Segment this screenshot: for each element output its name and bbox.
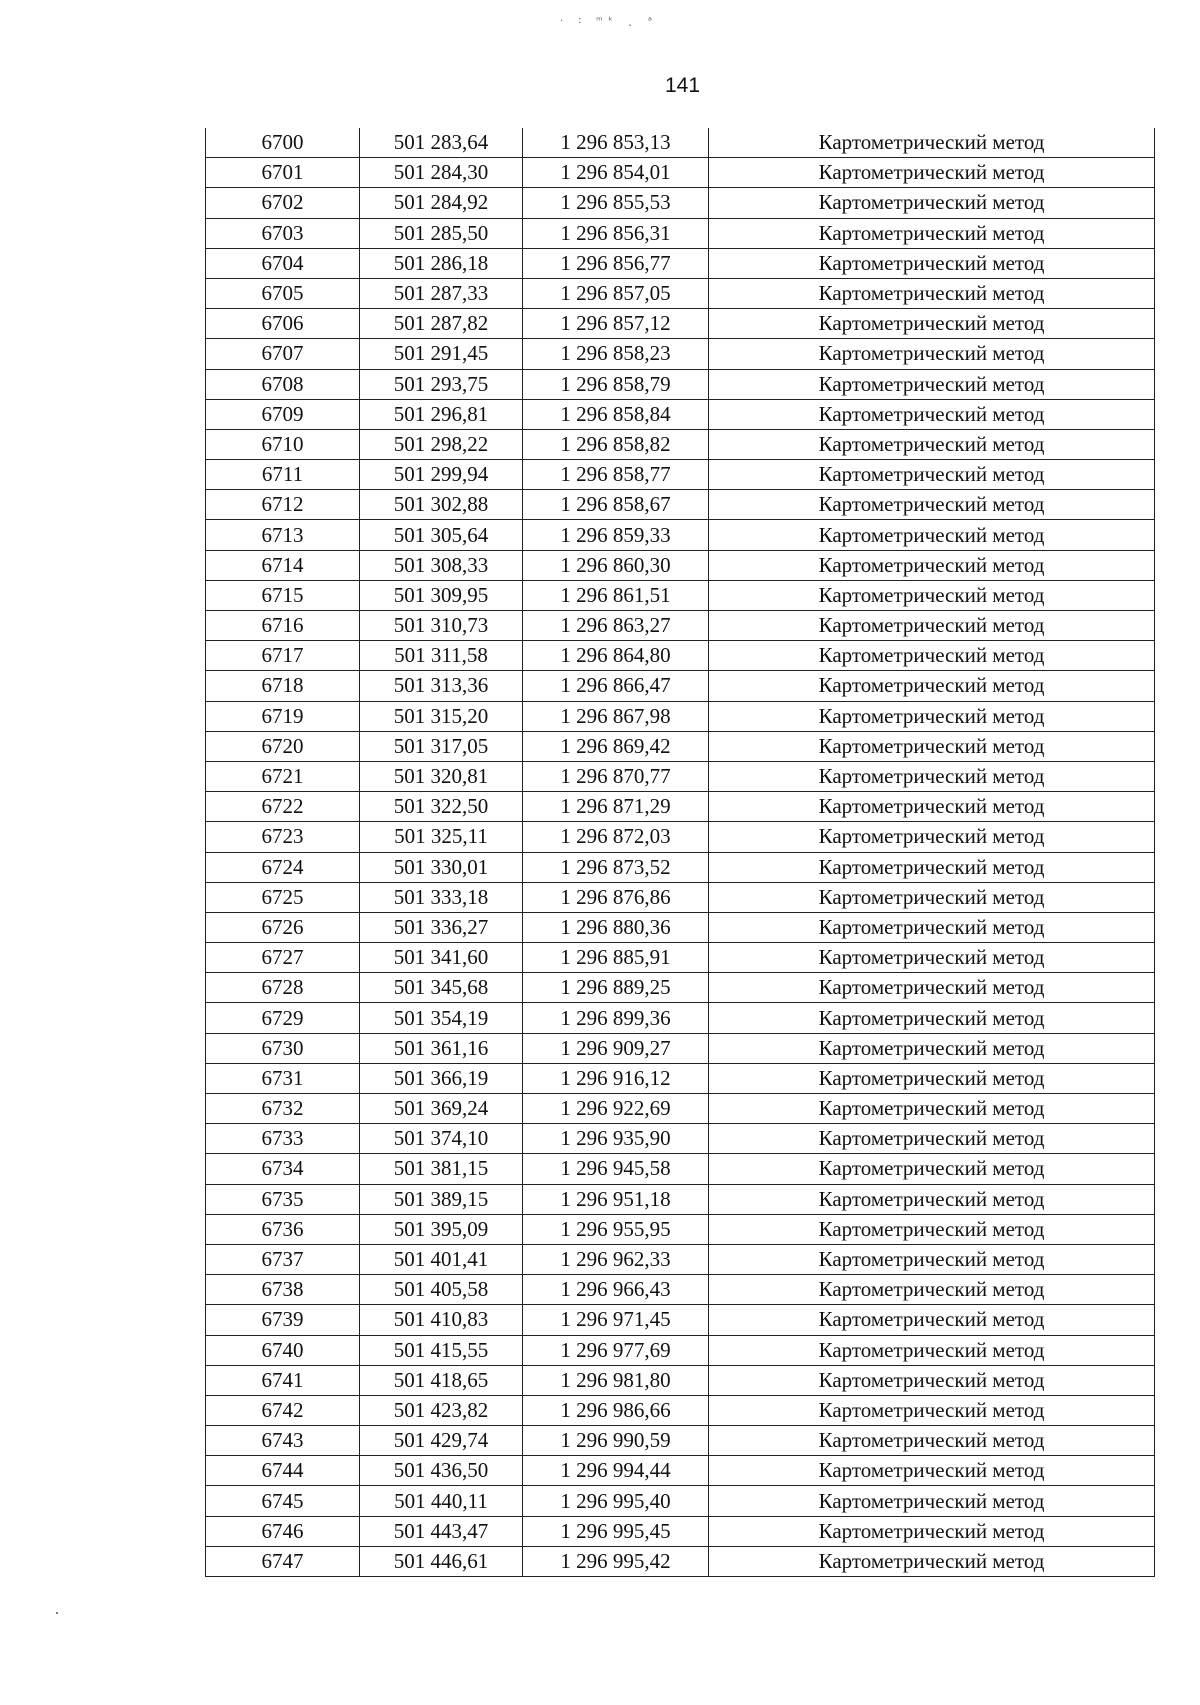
point-number-cell: 6711 bbox=[206, 460, 360, 490]
table-row bbox=[206, 1456, 1155, 1486]
table-row bbox=[206, 792, 1155, 822]
y-coordinate-cell: 1 296 857,12 bbox=[523, 309, 709, 339]
y-coordinate-cell: 1 296 962,33 bbox=[523, 1244, 709, 1274]
y-coordinate-cell: 1 296 858,79 bbox=[523, 369, 709, 399]
table-row bbox=[206, 158, 1155, 188]
table-row bbox=[206, 1063, 1155, 1093]
y-coordinate-cell: 1 296 873,52 bbox=[523, 852, 709, 882]
method-cell: Картометрический метод bbox=[709, 1335, 1155, 1365]
method-cell: Картометрический метод bbox=[709, 1456, 1155, 1486]
point-number-cell: 6733 bbox=[206, 1124, 360, 1154]
x-coordinate-cell: 501 287,82 bbox=[360, 309, 523, 339]
method-cell: Картометрический метод bbox=[709, 1063, 1155, 1093]
x-coordinate-cell: 501 305,64 bbox=[360, 520, 523, 550]
x-coordinate-cell: 501 317,05 bbox=[360, 731, 523, 761]
table-row bbox=[206, 1335, 1155, 1365]
method-cell: Картометрический метод bbox=[709, 1214, 1155, 1244]
table-row bbox=[206, 611, 1155, 641]
x-coordinate-cell: 501 440,11 bbox=[360, 1486, 523, 1516]
method-cell: Картометрический метод bbox=[709, 369, 1155, 399]
x-coordinate-cell: 501 410,83 bbox=[360, 1305, 523, 1335]
method-cell: Картометрический метод bbox=[709, 1305, 1155, 1335]
y-coordinate-cell: 1 296 858,67 bbox=[523, 490, 709, 520]
method-cell: Картометрический метод bbox=[709, 882, 1155, 912]
x-coordinate-cell: 501 336,27 bbox=[360, 912, 523, 942]
point-number-cell: 6744 bbox=[206, 1456, 360, 1486]
method-cell: Картометрический метод bbox=[709, 852, 1155, 882]
x-coordinate-cell: 501 446,61 bbox=[360, 1546, 523, 1576]
method-cell: Картометрический метод bbox=[709, 1003, 1155, 1033]
point-number-cell: 6732 bbox=[206, 1094, 360, 1124]
x-coordinate-cell: 501 415,55 bbox=[360, 1335, 523, 1365]
y-coordinate-cell: 1 296 863,27 bbox=[523, 611, 709, 641]
x-coordinate-cell: 501 330,01 bbox=[360, 852, 523, 882]
table-row bbox=[206, 912, 1155, 942]
page-number: 141 bbox=[665, 74, 701, 97]
table-row bbox=[206, 1244, 1155, 1274]
point-number-cell: 6734 bbox=[206, 1154, 360, 1184]
x-coordinate-cell: 501 310,73 bbox=[360, 611, 523, 641]
x-coordinate-cell: 501 366,19 bbox=[360, 1063, 523, 1093]
y-coordinate-cell: 1 296 971,45 bbox=[523, 1305, 709, 1335]
x-coordinate-cell: 501 325,11 bbox=[360, 822, 523, 852]
point-number-cell: 6713 bbox=[206, 520, 360, 550]
point-number-cell: 6742 bbox=[206, 1395, 360, 1425]
y-coordinate-cell: 1 296 861,51 bbox=[523, 580, 709, 610]
x-coordinate-cell: 501 286,18 bbox=[360, 248, 523, 278]
x-coordinate-cell: 501 293,75 bbox=[360, 369, 523, 399]
point-number-cell: 6703 bbox=[206, 218, 360, 248]
table-row bbox=[206, 1516, 1155, 1546]
point-number-cell: 6710 bbox=[206, 429, 360, 459]
y-coordinate-cell: 1 296 872,03 bbox=[523, 822, 709, 852]
x-coordinate-cell: 501 299,94 bbox=[360, 460, 523, 490]
method-cell: Картометрический метод bbox=[709, 943, 1155, 973]
method-cell: Картометрический метод bbox=[709, 761, 1155, 791]
x-coordinate-cell: 501 345,68 bbox=[360, 973, 523, 1003]
y-coordinate-cell: 1 296 995,45 bbox=[523, 1516, 709, 1546]
point-number-cell: 6705 bbox=[206, 278, 360, 308]
point-number-cell: 6715 bbox=[206, 580, 360, 610]
y-coordinate-cell: 1 296 855,53 bbox=[523, 188, 709, 218]
x-coordinate-cell: 501 283,64 bbox=[360, 128, 523, 158]
method-cell: Картометрический метод bbox=[709, 460, 1155, 490]
x-coordinate-cell: 501 291,45 bbox=[360, 339, 523, 369]
point-number-cell: 6709 bbox=[206, 399, 360, 429]
method-cell: Картометрический метод bbox=[709, 1426, 1155, 1456]
method-cell: Картометрический метод bbox=[709, 278, 1155, 308]
table-row bbox=[206, 248, 1155, 278]
method-cell: Картометрический метод bbox=[709, 1154, 1155, 1184]
point-number-cell: 6740 bbox=[206, 1335, 360, 1365]
table-row bbox=[206, 882, 1155, 912]
x-coordinate-cell: 501 361,16 bbox=[360, 1033, 523, 1063]
point-number-cell: 6727 bbox=[206, 943, 360, 973]
method-cell: Картометрический метод bbox=[709, 339, 1155, 369]
x-coordinate-cell: 501 436,50 bbox=[360, 1456, 523, 1486]
table-row bbox=[206, 278, 1155, 308]
y-coordinate-cell: 1 296 995,42 bbox=[523, 1546, 709, 1576]
y-coordinate-cell: 1 296 909,27 bbox=[523, 1033, 709, 1063]
point-number-cell: 6722 bbox=[206, 792, 360, 822]
table-row bbox=[206, 188, 1155, 218]
method-cell: Картометрический метод bbox=[709, 1184, 1155, 1214]
point-number-cell: 6739 bbox=[206, 1305, 360, 1335]
method-cell: Картометрический метод bbox=[709, 641, 1155, 671]
y-coordinate-cell: 1 296 869,42 bbox=[523, 731, 709, 761]
table-row bbox=[206, 822, 1155, 852]
point-number-cell: 6717 bbox=[206, 641, 360, 671]
point-number-cell: 6731 bbox=[206, 1063, 360, 1093]
y-coordinate-cell: 1 296 870,77 bbox=[523, 761, 709, 791]
x-coordinate-cell: 501 309,95 bbox=[360, 580, 523, 610]
point-number-cell: 6741 bbox=[206, 1365, 360, 1395]
y-coordinate-cell: 1 296 867,98 bbox=[523, 701, 709, 731]
table-row bbox=[206, 460, 1155, 490]
table-row bbox=[206, 520, 1155, 550]
point-number-cell: 6700 bbox=[206, 128, 360, 158]
point-number-cell: 6735 bbox=[206, 1184, 360, 1214]
x-coordinate-cell: 501 374,10 bbox=[360, 1124, 523, 1154]
coordinates-table bbox=[205, 128, 1155, 1577]
y-coordinate-cell: 1 296 935,90 bbox=[523, 1124, 709, 1154]
method-cell: Картометрический метод bbox=[709, 731, 1155, 761]
point-number-cell: 6743 bbox=[206, 1426, 360, 1456]
coordinates-table-body bbox=[206, 128, 1155, 1577]
x-coordinate-cell: 501 284,92 bbox=[360, 188, 523, 218]
x-coordinate-cell: 501 308,33 bbox=[360, 550, 523, 580]
table-row bbox=[206, 1395, 1155, 1425]
x-coordinate-cell: 501 369,24 bbox=[360, 1094, 523, 1124]
table-row bbox=[206, 339, 1155, 369]
x-coordinate-cell: 501 418,65 bbox=[360, 1365, 523, 1395]
method-cell: Картометрический метод bbox=[709, 671, 1155, 701]
point-number-cell: 6702 bbox=[206, 188, 360, 218]
x-coordinate-cell: 501 322,50 bbox=[360, 792, 523, 822]
x-coordinate-cell: 501 313,36 bbox=[360, 671, 523, 701]
y-coordinate-cell: 1 296 864,80 bbox=[523, 641, 709, 671]
method-cell: Картометрический метод bbox=[709, 973, 1155, 1003]
y-coordinate-cell: 1 296 853,13 bbox=[523, 128, 709, 158]
table-row bbox=[206, 550, 1155, 580]
table-row bbox=[206, 369, 1155, 399]
y-coordinate-cell: 1 296 856,77 bbox=[523, 248, 709, 278]
point-number-cell: 6701 bbox=[206, 158, 360, 188]
table-row bbox=[206, 1486, 1155, 1516]
method-cell: Картометрический метод bbox=[709, 1244, 1155, 1274]
table-row bbox=[206, 1184, 1155, 1214]
y-coordinate-cell: 1 296 858,23 bbox=[523, 339, 709, 369]
y-coordinate-cell: 1 296 955,95 bbox=[523, 1214, 709, 1244]
method-cell: Картометрический метод bbox=[709, 1486, 1155, 1516]
x-coordinate-cell: 501 285,50 bbox=[360, 218, 523, 248]
point-number-cell: 6706 bbox=[206, 309, 360, 339]
method-cell: Картометрический метод bbox=[709, 429, 1155, 459]
x-coordinate-cell: 501 333,18 bbox=[360, 882, 523, 912]
point-number-cell: 6728 bbox=[206, 973, 360, 1003]
point-number-cell: 6704 bbox=[206, 248, 360, 278]
table-row bbox=[206, 1275, 1155, 1305]
y-coordinate-cell: 1 296 866,47 bbox=[523, 671, 709, 701]
y-coordinate-cell: 1 296 858,77 bbox=[523, 460, 709, 490]
table-row bbox=[206, 761, 1155, 791]
y-coordinate-cell: 1 296 859,33 bbox=[523, 520, 709, 550]
table-row bbox=[206, 1124, 1155, 1154]
table-row bbox=[206, 399, 1155, 429]
point-number-cell: 6720 bbox=[206, 731, 360, 761]
point-number-cell: 6712 bbox=[206, 490, 360, 520]
method-cell: Картометрический метод bbox=[709, 1365, 1155, 1395]
point-number-cell: 6716 bbox=[206, 611, 360, 641]
y-coordinate-cell: 1 296 922,69 bbox=[523, 1094, 709, 1124]
y-coordinate-cell: 1 296 856,31 bbox=[523, 218, 709, 248]
point-number-cell: 6707 bbox=[206, 339, 360, 369]
method-cell: Картометрический метод bbox=[709, 309, 1155, 339]
point-number-cell: 6719 bbox=[206, 701, 360, 731]
x-coordinate-cell: 501 395,09 bbox=[360, 1214, 523, 1244]
method-cell: Картометрический метод bbox=[709, 188, 1155, 218]
table-row bbox=[206, 1546, 1155, 1576]
table-row bbox=[206, 1426, 1155, 1456]
x-coordinate-cell: 501 341,60 bbox=[360, 943, 523, 973]
y-coordinate-cell: 1 296 966,43 bbox=[523, 1275, 709, 1305]
table-row bbox=[206, 1094, 1155, 1124]
x-coordinate-cell: 501 443,47 bbox=[360, 1516, 523, 1546]
y-coordinate-cell: 1 296 857,05 bbox=[523, 278, 709, 308]
x-coordinate-cell: 501 311,58 bbox=[360, 641, 523, 671]
page-header bbox=[0, 74, 1200, 104]
point-number-cell: 6723 bbox=[206, 822, 360, 852]
point-number-cell: 6747 bbox=[206, 1546, 360, 1576]
x-coordinate-cell: 501 302,88 bbox=[360, 490, 523, 520]
y-coordinate-cell: 1 296 916,12 bbox=[523, 1063, 709, 1093]
method-cell: Картометрический метод bbox=[709, 1275, 1155, 1305]
y-coordinate-cell: 1 296 990,59 bbox=[523, 1426, 709, 1456]
method-cell: Картометрический метод bbox=[709, 792, 1155, 822]
y-coordinate-cell: 1 296 986,66 bbox=[523, 1395, 709, 1425]
table-row bbox=[206, 580, 1155, 610]
x-coordinate-cell: 501 389,15 bbox=[360, 1184, 523, 1214]
point-number-cell: 6714 bbox=[206, 550, 360, 580]
x-coordinate-cell: 501 381,15 bbox=[360, 1154, 523, 1184]
method-cell: Картометрический метод bbox=[709, 550, 1155, 580]
method-cell: Картометрический метод bbox=[709, 611, 1155, 641]
method-cell: Картометрический метод bbox=[709, 822, 1155, 852]
method-cell: Картометрический метод bbox=[709, 1094, 1155, 1124]
y-coordinate-cell: 1 296 858,82 bbox=[523, 429, 709, 459]
point-number-cell: 6729 bbox=[206, 1003, 360, 1033]
y-coordinate-cell: 1 296 889,25 bbox=[523, 973, 709, 1003]
table-row bbox=[206, 671, 1155, 701]
y-coordinate-cell: 1 296 860,30 bbox=[523, 550, 709, 580]
x-coordinate-cell: 501 405,58 bbox=[360, 1275, 523, 1305]
method-cell: Картометрический метод bbox=[709, 1124, 1155, 1154]
point-number-cell: 6718 bbox=[206, 671, 360, 701]
y-coordinate-cell: 1 296 945,58 bbox=[523, 1154, 709, 1184]
point-number-cell: 6721 bbox=[206, 761, 360, 791]
table-row bbox=[206, 1365, 1155, 1395]
method-cell: Картометрический метод bbox=[709, 1033, 1155, 1063]
method-cell: Картометрический метод bbox=[709, 1546, 1155, 1576]
table-row bbox=[206, 218, 1155, 248]
scan-speck bbox=[56, 1612, 58, 1614]
y-coordinate-cell: 1 296 981,80 bbox=[523, 1365, 709, 1395]
y-coordinate-cell: 1 296 995,40 bbox=[523, 1486, 709, 1516]
x-coordinate-cell: 501 315,20 bbox=[360, 701, 523, 731]
x-coordinate-cell: 501 287,33 bbox=[360, 278, 523, 308]
point-number-cell: 6730 bbox=[206, 1033, 360, 1063]
method-cell: Картометрический метод bbox=[709, 248, 1155, 278]
table-row bbox=[206, 128, 1155, 158]
y-coordinate-cell: 1 296 994,44 bbox=[523, 1456, 709, 1486]
y-coordinate-cell: 1 296 977,69 bbox=[523, 1335, 709, 1365]
x-coordinate-cell: 501 429,74 bbox=[360, 1426, 523, 1456]
method-cell: Картометрический метод bbox=[709, 580, 1155, 610]
y-coordinate-cell: 1 296 899,36 bbox=[523, 1003, 709, 1033]
method-cell: Картометрический метод bbox=[709, 128, 1155, 158]
point-number-cell: 6726 bbox=[206, 912, 360, 942]
y-coordinate-cell: 1 296 885,91 bbox=[523, 943, 709, 973]
table-row bbox=[206, 1214, 1155, 1244]
table-row bbox=[206, 490, 1155, 520]
table-row bbox=[206, 731, 1155, 761]
point-number-cell: 6738 bbox=[206, 1275, 360, 1305]
table-row bbox=[206, 309, 1155, 339]
method-cell: Картометрический метод bbox=[709, 158, 1155, 188]
y-coordinate-cell: 1 296 951,18 bbox=[523, 1184, 709, 1214]
point-number-cell: 6746 bbox=[206, 1516, 360, 1546]
table-row bbox=[206, 943, 1155, 973]
point-number-cell: 6737 bbox=[206, 1244, 360, 1274]
x-coordinate-cell: 501 401,41 bbox=[360, 1244, 523, 1274]
method-cell: Картометрический метод bbox=[709, 912, 1155, 942]
table-row bbox=[206, 1033, 1155, 1063]
method-cell: Картометрический метод bbox=[709, 1516, 1155, 1546]
method-cell: Картометрический метод bbox=[709, 218, 1155, 248]
x-coordinate-cell: 501 354,19 bbox=[360, 1003, 523, 1033]
table-row bbox=[206, 701, 1155, 731]
method-cell: Картометрический метод bbox=[709, 490, 1155, 520]
x-coordinate-cell: 501 296,81 bbox=[360, 399, 523, 429]
table-row bbox=[206, 852, 1155, 882]
point-number-cell: 6724 bbox=[206, 852, 360, 882]
x-coordinate-cell: 501 298,22 bbox=[360, 429, 523, 459]
point-number-cell: 6736 bbox=[206, 1214, 360, 1244]
table-row bbox=[206, 429, 1155, 459]
table-row bbox=[206, 1305, 1155, 1335]
scan-artifact-marks: · ∶ ᵐᵏ ˛ ᵃ bbox=[560, 16, 658, 27]
y-coordinate-cell: 1 296 854,01 bbox=[523, 158, 709, 188]
table-row bbox=[206, 1154, 1155, 1184]
point-number-cell: 6745 bbox=[206, 1486, 360, 1516]
method-cell: Картометрический метод bbox=[709, 701, 1155, 731]
table-row bbox=[206, 973, 1155, 1003]
method-cell: Картометрический метод bbox=[709, 1395, 1155, 1425]
y-coordinate-cell: 1 296 871,29 bbox=[523, 792, 709, 822]
method-cell: Картометрический метод bbox=[709, 399, 1155, 429]
x-coordinate-cell: 501 284,30 bbox=[360, 158, 523, 188]
y-coordinate-cell: 1 296 858,84 bbox=[523, 399, 709, 429]
table-row bbox=[206, 641, 1155, 671]
method-cell: Картометрический метод bbox=[709, 520, 1155, 550]
x-coordinate-cell: 501 320,81 bbox=[360, 761, 523, 791]
y-coordinate-cell: 1 296 880,36 bbox=[523, 912, 709, 942]
table-row bbox=[206, 1003, 1155, 1033]
y-coordinate-cell: 1 296 876,86 bbox=[523, 882, 709, 912]
point-number-cell: 6708 bbox=[206, 369, 360, 399]
x-coordinate-cell: 501 423,82 bbox=[360, 1395, 523, 1425]
point-number-cell: 6725 bbox=[206, 882, 360, 912]
